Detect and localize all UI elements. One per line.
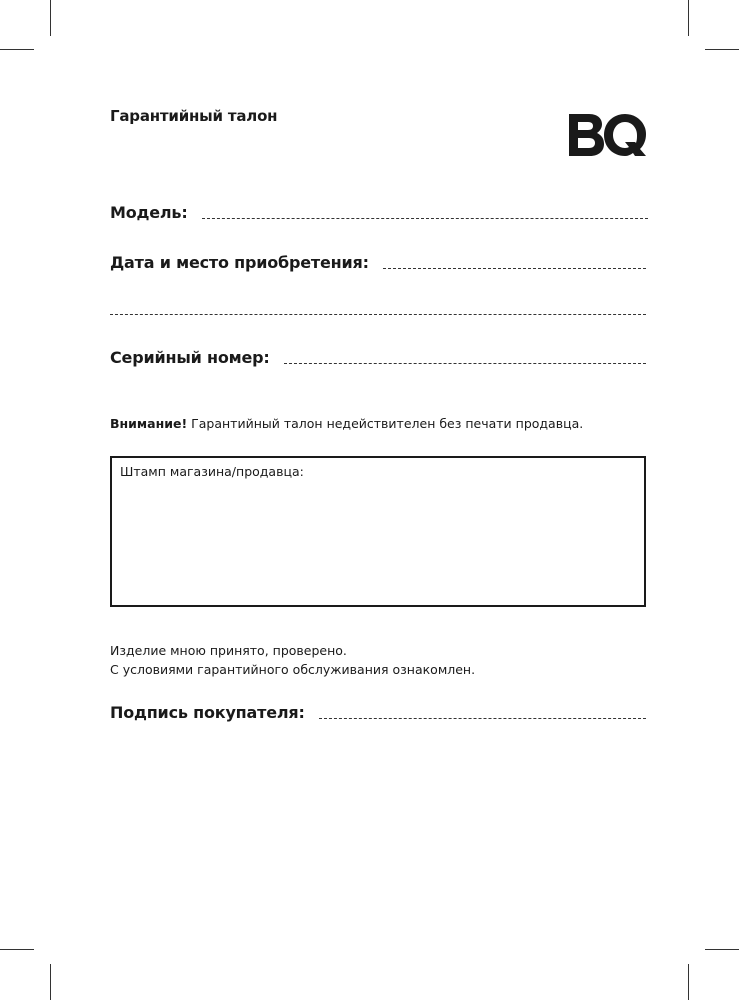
acceptance-line-2: С условиями гарантийного обслуживания ознакомлен. xyxy=(110,662,476,677)
crop-mark xyxy=(0,949,34,950)
serial-field[interactable] xyxy=(110,348,646,367)
acceptance-statement xyxy=(110,641,475,679)
crop-mark xyxy=(705,949,739,950)
purchase-line[interactable] xyxy=(383,267,646,269)
warning-notice xyxy=(110,416,583,431)
signature-label: Подпись покупателя: xyxy=(110,703,305,722)
crop-mark xyxy=(50,0,51,36)
crop-mark xyxy=(688,0,689,36)
bq-logo-icon xyxy=(567,112,647,158)
crop-mark xyxy=(688,964,689,1000)
purchase-field[interactable] xyxy=(110,253,646,272)
model-field[interactable] xyxy=(110,203,648,222)
warning-label: Внимание! xyxy=(110,416,188,431)
acceptance-line-1: Изделие мною принято, проверено. xyxy=(110,643,347,658)
crop-mark xyxy=(705,49,739,50)
model-label: Модель: xyxy=(110,203,188,222)
purchase-label: Дата и место приобретения: xyxy=(110,253,369,272)
crop-mark xyxy=(0,49,34,50)
purchase-line-continued[interactable] xyxy=(110,314,646,315)
model-line[interactable] xyxy=(202,217,648,219)
document-title: Гарантийный талон xyxy=(110,107,278,125)
stamp-label: Штамп магазина/продавца: xyxy=(120,464,304,479)
warning-text: Гарантийный талон недействителен без печати продавца. xyxy=(187,416,584,431)
serial-line[interactable] xyxy=(284,362,646,364)
signature-line[interactable] xyxy=(319,717,646,719)
serial-label: Серийный номер: xyxy=(110,348,270,367)
signature-field[interactable] xyxy=(110,703,646,722)
crop-mark xyxy=(50,964,51,1000)
stamp-box xyxy=(110,456,646,607)
